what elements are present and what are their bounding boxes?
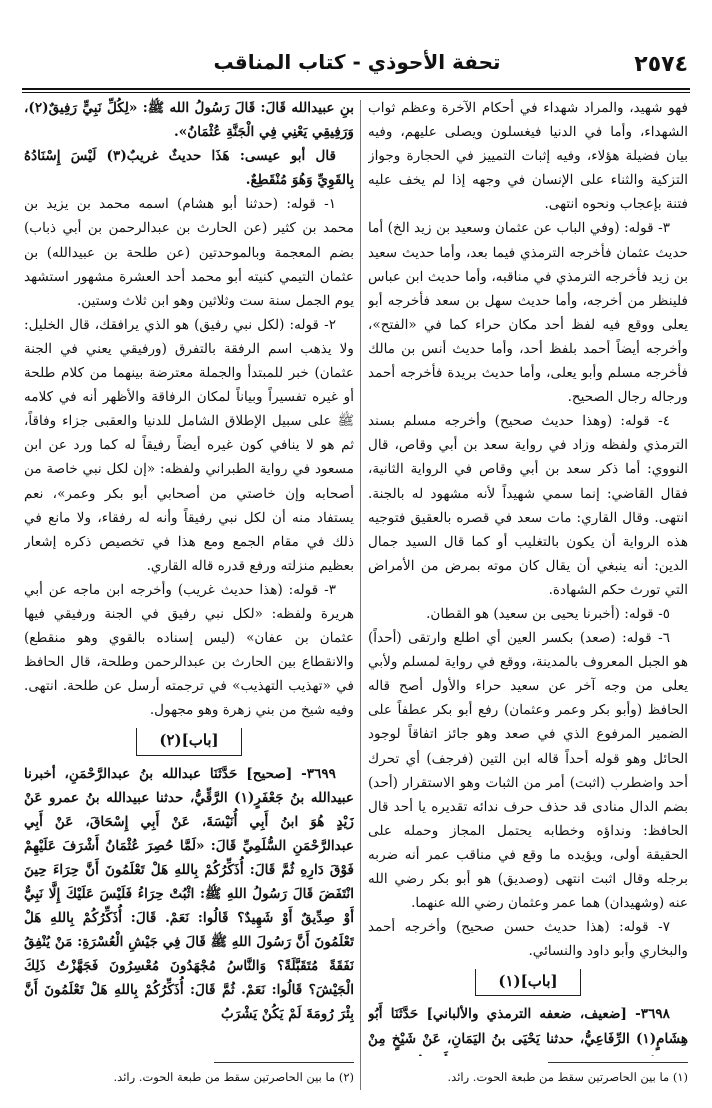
paragraph: ٧- قوله: (هذا حديث حسن صحيح) وأخرجه أحمد والبخاري وأبو داود والنسائي.: [368, 919, 688, 960]
paragraph: ٣- قوله: (هذا حديث غريب) وأخرجه ابن ماجه عن أبي هريرة ولفظه: «لكل نبي رفيق في الجنة ورفيقي فيها عثمان بن عفان» (ليس إسناده بالقوي وهو منقطع) والانقطاع بين الحارث بن عبدالرحمن وطلحة، قال الحافظ في «تهذيب التهذيب» في ترجمته أرسل عن طلحة. انتهى. وفيه شيخ من بني زهرة وهو مجهول.: [24, 581, 354, 719]
hadith-text: ٣٦٩٩- [صحيح] حَدَّثَنَا عبدالله بنُ عبدالرَّحْمَنِ، أخبرنا عبيدالله بنُ جَعْفَرٍ(١) الرَّقِّيُّ، حدثنا عبيدالله بنُ عمرو عَنْ زَيْدٍ هُوَ ابنُ أَبِي أُنَيْسَةَ، عَنْ أَبِي إِسْحَاقَ، عَنْ أَبِي عبدالرَّحْمَنِ السُّلَمِيِّ قَالَ: «لَمَّا حُصِرَ عُثْمَانُ أَشْرَفَ عَلَيْهِمْ فَوْقَ دَارِهِ ثُمَّ قَالَ: أُذَكِّرُكُمْ بِاللهِ هَلْ تَعْلَمُونَ أَنَّ حِرَاءَ حِينَ انْتَفَضَ قَالَ رَسُولُ اللهِ ﷺ: اثْبُتْ حِرَاءُ فَلَيْسَ عَلَيْكَ إِلَّا نَبِيٌّ أَوْ صِدِّيقٌ أَوْ شَهِيدٌ؟ قَالُوا: نَعَمْ. قَالَ: أُذَكِّرُكُمْ بِاللهِ هَلْ تَعْلَمُونَ أَنَّ رَسُولَ اللهِ ﷺ قَالَ فِي جَيْشِ الْعُسْرَةِ: مَنْ يُنْفِقُ نَفَقَةً مُتَقَبَّلَةً؟ وَالنَّاسُ مُجْهَدُونَ مُعْسِرُونَ فَجَهَّزْتُ ذَلِكَ الْجَيْشَ؟ قَالُوا: نَعَمْ. ثُمَّ قَالَ: أُذَكِّرُكُمْ بِاللهِ هَلْ تَعْلَمُونَ أَنَّ بِئْرَ رُومَةَ لَمْ يَكُنْ يَشْرَبُ: [24, 765, 354, 1023]
hadith-text: ٣٦٩٨- [ضعيف، ضعفه الترمذي والألباني] حَدَّثَنَا أَبُو هِشَامٍ(١) الرِّفَاعِيُّ، حدثنا يَحْيَى بنُ اليَمَانِ، عَنْ شَيْخٍ مِنْ: [368, 1006, 688, 1047]
left-column: [24, 96, 354, 1056]
hadith-grading: قال أبو عيسى: هَذَا حديثٌ غريبٌ(٣) لَيْسَ إِسْنَادُهُ بِالقَوِيِّ وَهُوَ مُنْقَطِعٌ.: [24, 148, 354, 189]
paragraph: فهو شهيد، والمراد شهداء في أحكام الآخرة وعظم ثواب الشهداء، وأما في الدنيا فيغسلون ويصلى عليهم، وفيه بيان فضيلة هؤلاء، وفيه إثبات التمييز في الحجارة وجواز التزكية والثناء على الإنسان في وجهه إذا لم يخف عليه فتنة بإعجاب ونحوه انتهى.: [368, 100, 688, 213]
chapter-heading-label: [باب](٢): [136, 728, 241, 755]
running-title: تحفة الأحوذي - كتاب المناقب: [213, 50, 501, 74]
column-divider: [360, 100, 361, 1090]
page-header: [22, 42, 692, 82]
paragraph: ١- قوله: (حدثنا أبو هشام) اسمه محمد بن يزيد بن محمد بن كثير (عن الحارث بن عبدالرحمن بن أبي ذباب) بضم المعجمة وبالموحدتين (عن طلحة بن عبيدالله) بن عثمان التيمي كنيته أبو محمد أحد العشرة مشهور استشهد يوم الجمل سنة ست وثلاثين وهو ابن ثلاث وستين.: [24, 196, 354, 309]
chapter-heading-label: [باب](١): [475, 969, 580, 996]
paragraph: ٤- قوله: (وهذا حديث صحيح) وأخرجه مسلم بسند الترمذي ولفظه وزاد في رواية سعد بن أبي وقاص، قال النووي: أما ذكر سعد بن أبي وقاص في الرواية الثانية، فقال القاضي: إنما سمي شهيداً لأنه مشهود له بالجنة. انتهى. وقال القاري: مات سعد في قصره بالعقيق فتوجيه هذه الرواية أن يكون بالتغليب أو كما قال السيد جمال الدين: أنه ينبغي أن يقال كان موته بمرض من الأمراض التي تورث حكم الشهادة.: [368, 413, 688, 598]
chapter-heading: [24, 728, 354, 755]
footnote-rule: [548, 1062, 688, 1063]
chapter-heading: [368, 969, 688, 996]
footnote: (١) ما بين الحاصرتين سقط من طبعة الحوت. رائد.: [447, 1070, 688, 1084]
paragraph: ٢- قوله: (لكل نبي رفيق) هو الذي يرافقك، قال الخليل: ولا يذهب اسم الرفقة بالتفرق (ورفيقي يعني في الجنة عثمان) خبر للمبتدأ والجملة معترضة بينهما من كلام طلحة أو غيره تفسيراً وبياناً لمكان الرفاقة والأظهر أنه في كلامه ﷺ على سبيل الإطلاق الشامل للدنيا والعقبى جزاء وفاقاً، ثم هو لا ينافي كون غيره أيضاً رفيقاً له كما ورد عن ابن مسعود في رواية الطبراني ولفظه: «إن لكل نبي خاصة من أصحابه وإن خاصتي من أصحابي أبو بكر وعمر»، نعم يستفاد منه أن لكل نبي رفيقاً وأنه له رفقاء، ولا مانع في ذلك في مقام الجمع ومع هذا في تخصيص ذكره إشعار بعظيم منزلته ورفع قدره قاله القاري.: [24, 316, 354, 574]
page-number: ٢٥٧٤: [634, 52, 688, 77]
paragraph: ٦- قوله: (صعد) بكسر العين أي اطلع وارتقى (أحداً) هو الجبل المعروف بالمدينة، ووقع في رواية لمسلم ولأبي يعلى من وجه آخر عن سعيد حراء والأول أصح قاله الحافظ (وأبو بكر وعمر وعثمان) رفع أبو بكر عطفاً على الضمير المرفوع الذي في صعد وهو جائز اتفاقاً لوجود الحائل وهو قوله أحداً قاله ابن التين (فرجف) أي تحرك أحد واضطرب (اثبت) أمر من الثبات وهو الاستقرار (أحد) بضم الدال منادى قد حذف حرف ندائه تقديره يا أحد قال الحافظ: ونداؤه وخطابه يحتمل المجاز وحمله على الحقيقة أولى، ويؤيده ما وقع في مناقب عمر أنه ضربه برجله وقال اثبت انتهى (وصديق) هو أبو بكر رضي الله عنه (وشهيدان) هما عمر وعثمان رضي الله عنهما.: [368, 630, 688, 912]
hadith-continuation: بنِ عبيدالله قَالَ: قَالَ رَسُولُ الله ﷺ: «لِكُلِّ نَبِيٍّ رَفِيقٌ(٢)، وَرَفِيقِي يَعْنِي فِي الْجَنَّةِ عُثْمَانُ».: [24, 100, 354, 141]
paragraph: ٥- قوله: (أخبرنا يحيى بن سعيد) هو القطان.: [426, 605, 670, 622]
footnote-rule: [214, 1062, 354, 1063]
header-rule: [22, 88, 690, 93]
footnote: (٢) ما بين الحاصرتين سقط من طبعة الحوت. رائد.: [113, 1070, 354, 1084]
paragraph: ٣- قوله: (وفي الباب عن عثمان وسعيد بن زيد الخ) أما حديث عثمان فأخرجه الترمذي فيما بعد، وأما حديث سعيد بن زيد فأخرجه الترمذي في مناقبه، وأما حديث ابن عباس فلينظر من أخرجه، وأما حديث سهل بن سعد فأخرجه أبو يعلى ووقع فيه لفظ أحد مكان حراء كما في «الفتح»، وأخرجه أيضاً أحمد بلفظ أحد، وأما حديث أنس بن مالك فأخرجه مسلم وأبو يعلى، وأما حديث بريدة فأخرجه أحمد ورجاله رجال الصحيح.: [368, 220, 688, 406]
right-column: [368, 96, 688, 1056]
